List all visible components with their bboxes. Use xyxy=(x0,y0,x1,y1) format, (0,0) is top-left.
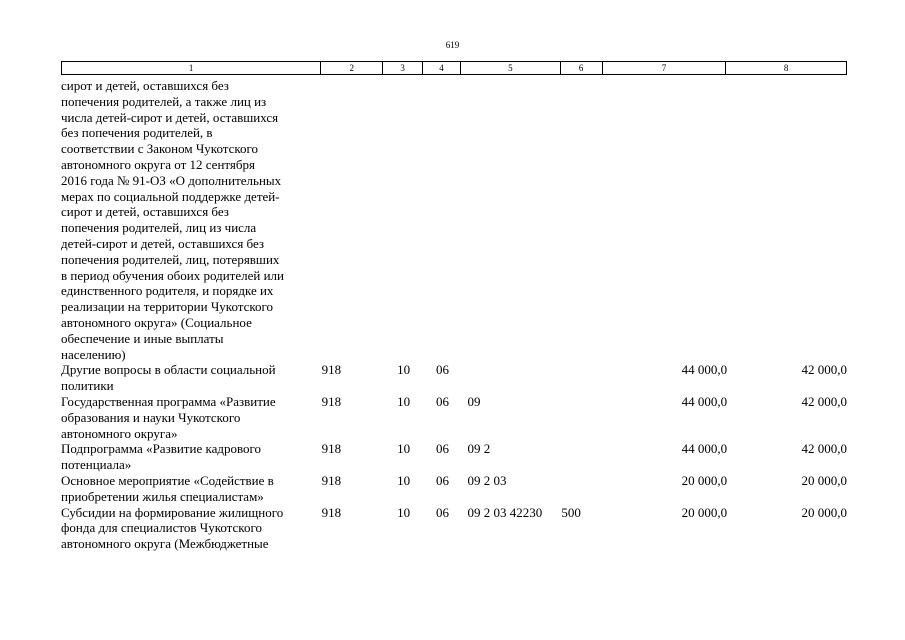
cell-col-8: 20 000,0 xyxy=(801,504,848,520)
header-col-3: 3 xyxy=(383,62,423,74)
header-col-8: 8 xyxy=(783,63,789,73)
cell-col-8: 42 000,0 xyxy=(801,393,848,409)
cell-col-7: 44 000,0 xyxy=(681,362,728,378)
row-name: Основное мероприятие «Содействие в приобретении жилья специалистам» xyxy=(61,472,274,504)
cell-col-5: 09 xyxy=(467,393,481,409)
cell-col-5: 09 2 03 xyxy=(467,472,507,488)
cell-col-4: 06 xyxy=(436,504,450,520)
header-col-6: 6 xyxy=(561,62,603,74)
page-number: 619 xyxy=(445,40,460,50)
cell-col-7: 20 000,0 xyxy=(681,504,728,520)
header-col-1: 1 xyxy=(62,62,321,74)
cell-col-2: 918 xyxy=(321,393,342,409)
header-col-2: 2 xyxy=(321,62,383,74)
row-name: сирот и детей, оставшихся без попечения родителей, а также лиц из числа детей-сирот и детей, оставшихся без попечения родителей, в соответствии с Законом Чукотского автономного округа от 12 сентября 2016 года № 91-ОЗ «О дополнительных мерах по социальной поддержке детей- сирот и детей, оставшихся без попечения родителей, лиц из числа детей-сирот и детей, оставшихся без попечения родителей, лиц, потерявших в период обучения обоих родителей или единственного родителя, и порядке их реализации на территории Чукотского автономного округа» (Социальное обеспечение и иные выплаты населению) xyxy=(61,78,284,362)
cell-col-6: 500 xyxy=(561,504,581,520)
cell-col-7: 44 000,0 xyxy=(681,393,728,409)
cell-col-8: 42 000,0 xyxy=(801,441,848,457)
cell-col-2: 918 xyxy=(321,362,342,378)
header-col-4: 4 xyxy=(423,62,461,74)
cell-col-4: 06 xyxy=(436,441,450,457)
cell-col-7: 44 000,0 xyxy=(681,441,728,457)
cell-col-5: 09 2 xyxy=(467,441,491,457)
cell-col-3: 10 xyxy=(397,362,411,378)
header-col-7: 7 xyxy=(603,62,727,74)
row-name: Государственная программа «Развитие образования и науки Чукотского автономного округа» xyxy=(61,393,276,441)
cell-col-3: 10 xyxy=(397,504,411,520)
table-row xyxy=(61,473,847,505)
table-row xyxy=(61,78,847,362)
row-name: Другие вопросы в области социальной политики xyxy=(61,362,276,394)
cell-col-3: 10 xyxy=(397,393,411,409)
table-row xyxy=(61,394,847,441)
cell-col-3: 10 xyxy=(397,472,411,488)
cell-col-5: 09 2 03 42230 xyxy=(467,504,543,520)
cell-col-7: 20 000,0 xyxy=(681,472,728,488)
table-row xyxy=(61,441,847,473)
cell-col-4: 06 xyxy=(436,393,450,409)
cell-col-2: 918 xyxy=(321,441,342,457)
table-row xyxy=(61,505,847,552)
cell-col-8: 42 000,0 xyxy=(801,362,848,378)
cell-col-2: 918 xyxy=(321,472,342,488)
cell-col-8: 20 000,0 xyxy=(801,472,848,488)
row-name: Подпрограмма «Развитие кадрового потенциала» xyxy=(61,441,262,473)
header-col-5: 5 xyxy=(461,62,561,74)
row-name: Субсидии на формирование жилищного фонда для специалистов Чукотского автономного округа (Межбюджетные xyxy=(61,504,284,552)
cell-col-3: 10 xyxy=(397,441,411,457)
cell-col-4: 06 xyxy=(436,362,450,378)
table-header xyxy=(61,61,847,75)
cell-col-4: 06 xyxy=(436,472,450,488)
cell-col-2: 918 xyxy=(321,504,342,520)
table-row xyxy=(61,362,847,394)
table-body xyxy=(61,78,847,552)
